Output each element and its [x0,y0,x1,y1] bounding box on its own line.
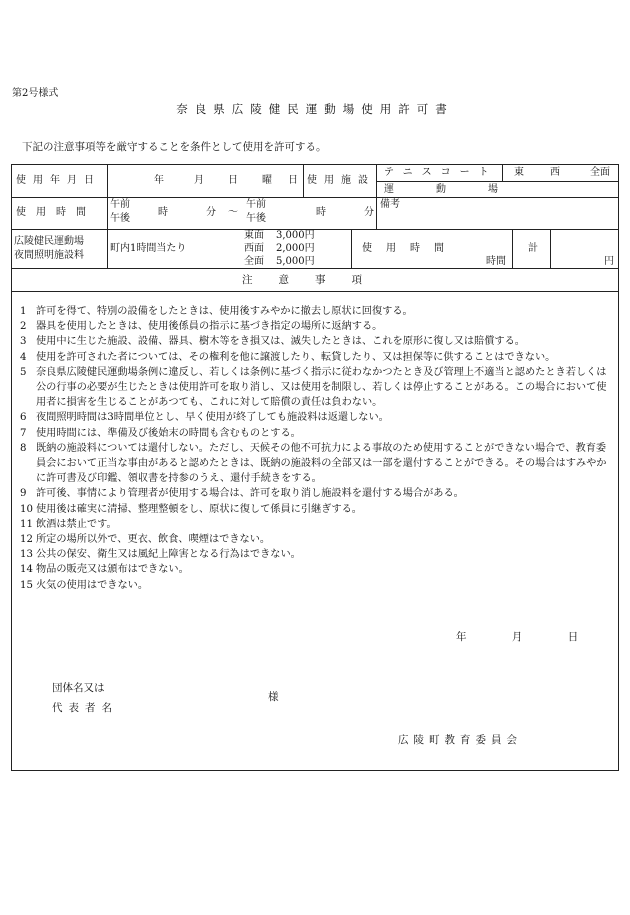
yen-unit: 円 [604,256,614,267]
lighting-usage-time-label: 使用時間 [362,243,458,254]
list-item: 5 奈良県広陵健民運動場条例に違反し、若しくは条例に基づく指示に従わなかつたとき及び管理上不適当と認めたとき若しくは公の行事の必要が生じたときは使用許可を取り消し、又は使用を制限し、若しくは停止することがある。この場合において使用者に損害を生じることがあつても、これに対して賠償の責任は負わない。 [20,366,607,409]
rate-basis-text: 町内1時間当たり [110,243,187,254]
end-hour-unit: 時 [316,207,326,218]
row-divider [11,268,619,269]
list-item: 9 許可後、事情により管理者が使用する場合は、許可を取り消し施設料を還付する場合がある。 [20,488,464,500]
day-unit: 日 [228,175,238,186]
night-lighting-fee-label: 広陵健民運動場 [14,236,84,247]
organization-label [52,678,118,718]
usage-time-label: 使用時間 [16,207,96,218]
facility-tennis-court: テニスコート [384,167,498,178]
start-minute-unit: 分 [206,207,216,218]
court-full-option: 全面 [590,167,610,178]
weekday-day-unit: 日 [288,175,298,186]
row-divider [11,291,619,292]
rate-west-side: 西面 [244,243,264,254]
pm-option-end: 午後 [246,213,266,224]
list-item: 11 飲酒は禁止です。 [20,518,117,530]
col-divider [107,164,108,229]
am-option: 午前 [110,199,130,210]
list-item: 6 夜間照明時間は3時間単位とし、早く使用が終了しても施設料は返還しない。 [20,412,389,424]
issuer-name: 広陵町教育委員会 [398,734,522,746]
issue-month-unit: 月 [511,631,523,643]
row-divider [11,197,619,198]
list-item: 1 許可を得て、特別の設備をしたときは、使用後すみやかに撤去し原状に回復する。 [20,306,413,317]
remarks-label: 備考 [380,199,400,210]
list-item: 13 公共の保安、衛生又は風紀上障害となる行為はできない。 [20,549,301,561]
notes-list [16,304,616,593]
list-item: 14 物品の販売又は頒布はできない。 [20,564,189,576]
col-divider [303,164,304,197]
list-item: 8 既納の施設料については還付しない。ただし、天候その他不可抗力による事故のため使用することができない場合で、教育委員会において正当な事由があると認めたときは、既納の施設料の全部又は一部を還付することができる。その場合はすみやかに許可書及び印鑑、領収書を持参のうえ、還付手続きをする。 [20,442,607,485]
list-item: 15 火気の使用はできない。 [20,579,149,591]
list-item: 10 使用後は確実に清掃、整理整頓をし、原状に復して係員に引継ぎする。 [20,503,362,515]
issue-date-line [456,629,578,644]
rate-west-amount: 2,000円 [276,243,315,254]
total-label: 計 [528,243,538,254]
intro-text: 下記の注意事項等を厳守することを条件として使用を許可する。 [22,141,327,153]
representative-label: 代表者名 [52,702,118,714]
list-item: 4 使用を許可された者については、その権利を他に譲渡したり、転貸したり、又は担保等に供することはできない。 [20,351,556,363]
weekday-unit: 曜 [262,175,272,186]
honorific-sama: 様 [268,691,279,703]
month-unit: 月 [194,175,204,186]
rate-east-amount: 3,000円 [276,230,315,241]
facility-sub-divider [376,181,619,182]
facility-sports-ground: 運動場 [384,184,540,195]
year-unit: 年 [154,175,164,186]
list-item: 3 使用中に生じた施設、設備、器具、樹木等をき損又は、滅失したときは、これを原形に復し又は賠償する。 [20,336,525,348]
start-hour-unit: 時 [158,207,168,218]
end-minute-unit: 分 [364,207,374,218]
rate-full-amount: 5,000円 [276,256,315,267]
hours-unit: 時間 [486,256,506,267]
issue-year-unit: 年 [456,631,467,643]
col-divider [107,229,108,268]
list-item: 7 使用時間には、準備及び後始末の時間も含むものとする。 [20,427,301,439]
usage-date-label: 使用年月日 [16,175,101,186]
col-divider [550,229,551,268]
notes-heading: 注意事項 [242,274,388,286]
col-divider [351,229,352,268]
col-divider [376,164,377,197]
document-title: 奈良県広陵健民運動場使用許可書 [176,102,454,116]
form-number-label: 第2号様式 [12,88,59,99]
row-divider [11,229,619,230]
col-divider [512,229,513,268]
org-name-label: 団体名又は [52,682,105,694]
col-divider [502,164,503,181]
pm-option: 午後 [110,213,130,224]
list-item: 12 所定の場所以外で、更衣、飲食、喫煙はできない。 [20,534,271,546]
rate-full-side: 全面 [244,256,264,267]
court-west-option: 西 [550,167,560,178]
rate-east-side: 東面 [244,230,264,241]
facility-label: 使用施設 [307,175,375,186]
list-item: 2 器具を使用したときは、使用後係員の指示に基づき指定の場所に返納する。 [20,321,383,333]
night-lighting-fee-label: 夜間照明施設料 [14,250,84,261]
am-option-end: 午前 [246,199,266,210]
court-east-option: 東 [514,167,524,178]
issue-day-unit: 日 [567,631,579,643]
time-range-separator: 〜 [228,207,238,218]
col-divider [376,197,377,229]
